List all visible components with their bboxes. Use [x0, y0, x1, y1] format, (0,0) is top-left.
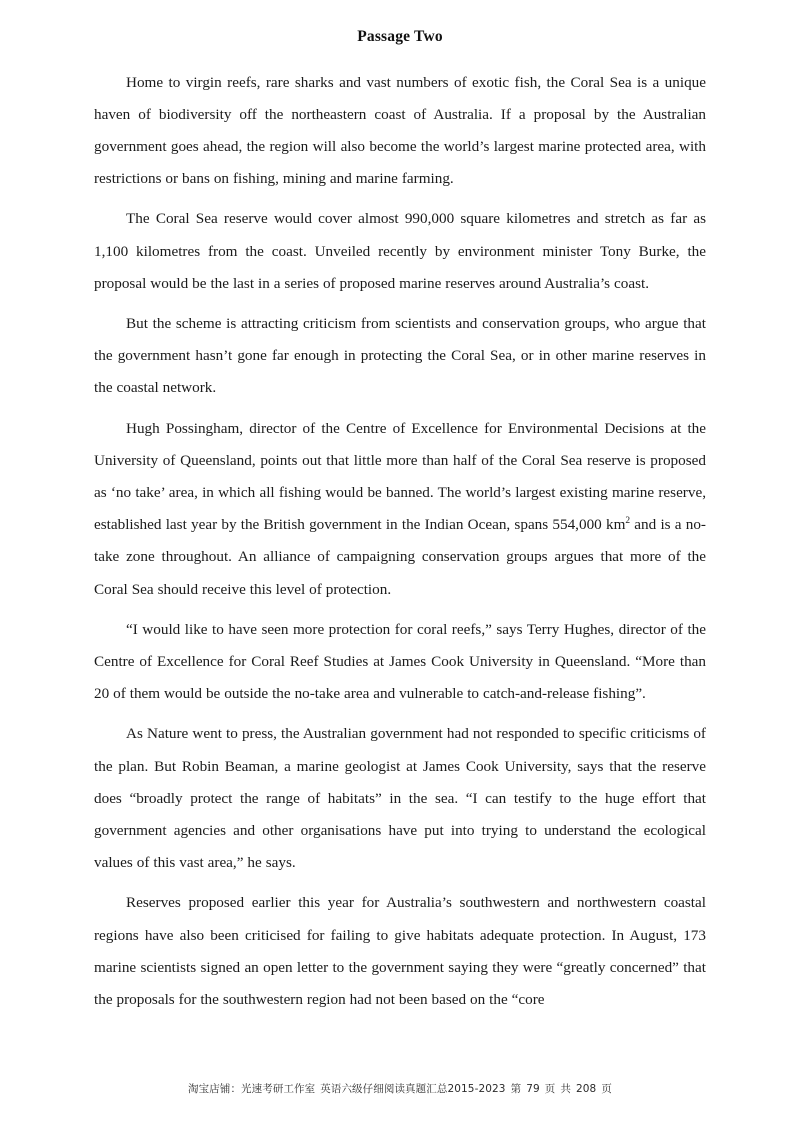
page-footer	[0, 1081, 800, 1096]
paragraph-4-tail: and is a no-take zone throughout. An alliance of campaigning conservation groups argues that more of the Coral Sea should receive this level of protection.	[94, 516, 706, 598]
footer-total-pages: 208	[575, 1083, 597, 1095]
paragraph-5: “I would like to have seen more protection for coral reefs,” says Terry Hughes, director of the Centre of Excellence for Coral Reef Studies at James Cook University in Queensland. “More than 20 of them would be outside the no-take area and vulnerable to catch-and-release fishing”.	[94, 620, 706, 703]
footer-page-prefix: 第	[510, 1083, 522, 1095]
paragraph-4-head: Hugh Possingham, director of the Centre of Excellence for Environmental Decisions at the University of Queensland, points out that little more than half of the Coral Sea reserve is proposed as ‘no take’ area, in which all fishing would be banned. The world’s largest existing marine reserve, established last year by the British government in the Indian Ocean, spans 554,000 km	[94, 419, 706, 534]
footer-page-unit: 页	[544, 1083, 556, 1095]
footer-page-number: 79	[526, 1083, 540, 1095]
footer-total-prefix: 共	[560, 1083, 571, 1095]
paragraph-4	[94, 413, 706, 606]
page-title: Passage Two	[357, 28, 443, 45]
paragraph-1: Home to virgin reefs, rare sharks and vast numbers of exotic fish, the Coral Sea is a unique haven of biodiversity off the northeastern coast of Australia. If a proposal by the Australian government goes ahead, the region will also become the world’s largest marine protected area, with restrictions or bans on fishing, mining and marine farming.	[94, 73, 706, 188]
footer-total-unit: 页	[601, 1083, 612, 1095]
square-kilometre-superscript: 2	[625, 516, 631, 527]
footer-shop-label: 淘宝店铺：光速考研工作室	[188, 1083, 316, 1095]
paragraph-3: But the scheme is attracting criticism from scientists and conservation groups, who argue that the government hasn’t gone far enough in protecting the Coral Sea, or in other marine reserves in the coastal network.	[94, 315, 706, 397]
paragraph-7: Reserves proposed earlier this year for Australia’s southwestern and northwestern coastal regions have also been criticised for failing to give habitats adequate protection. In August, 173 marine scientists signed an open letter to the government saying they were “greatly concerned” that the proposals for the southwestern region had not been based on the “core	[94, 894, 706, 1009]
footer-book-label: 英语六级仔细阅读真题汇总2015-2023	[320, 1083, 506, 1095]
passage-content	[94, 28, 706, 1016]
paragraph-6: As Nature went to press, the Australian government had not responded to specific criticisms of the plan. But Robin Beaman, a marine geologist at James Cook University, says that the reserve does “broadly protect the range of habitats” in the sea. “I can testify to the huge effort that government agencies and other organisations have put into trying to understand the ecological values of this vast area,” he says.	[94, 725, 706, 872]
paragraph-2: The Coral Sea reserve would cover almost 990,000 square kilometres and stretch as far as 1,100 kilometres from the coast. Unveiled recently by environment minister Tony Burke, the proposal would be the last in a series of proposed marine reserves around Australia’s coast.	[94, 210, 706, 292]
